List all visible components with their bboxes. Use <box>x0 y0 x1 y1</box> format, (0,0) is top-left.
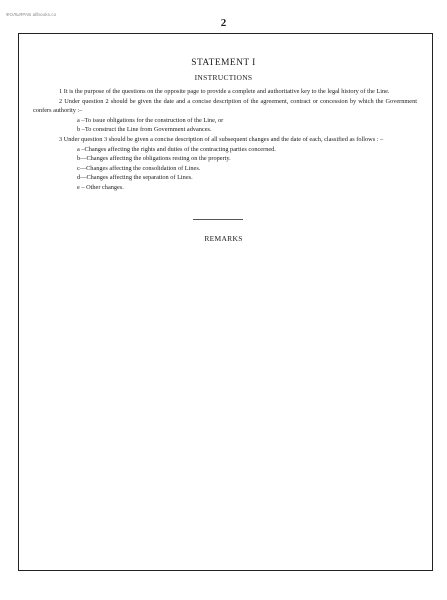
paragraph-1: 1 It is the purpose of the questions on the opposite page to provide a complete and authoritative key to the legal history of the Line. <box>59 88 390 95</box>
watermark-text: ФОЛЬЯРАБ allbooks.co <box>6 12 57 17</box>
statement-title: STATEMENT I <box>191 58 256 68</box>
section-divider <box>193 219 243 220</box>
paragraph-3-item-c: c—Changes affecting the consolidation of Lines. <box>77 164 201 172</box>
instructions-body <box>33 87 417 193</box>
paragraph-3-item-d: d—Changes affecting the separation of Lines. <box>77 174 193 182</box>
paragraph-2-item-a: a –To issue obligations for the construction of the Line, or <box>77 116 224 124</box>
paragraph-3-item-a: a –Changes affecting the rights and duties of the contracting parties concerned. <box>77 145 276 153</box>
page-number: 2 <box>220 17 227 29</box>
remarks-heading: REMARKS <box>204 234 243 243</box>
paragraph-2: 2 Under question 2 should be given the date and a concise description of the agreement, contract or concession by which the Government confers authority :– <box>33 97 417 115</box>
paragraph-3-item-e: e – Other changes. <box>77 183 124 191</box>
instructions-heading: INSTRUCTIONS <box>194 73 253 82</box>
paragraph-3-item-b: b—Changes affecting the obligations resting on the property. <box>77 155 231 163</box>
paragraph-2-item-b: b –To construct the Line from Government advances. <box>77 126 212 134</box>
paragraph-3: 3 Under question 3 should be given a concise description of all subsequent changes and the date of each, classified as follows : – <box>59 135 384 143</box>
